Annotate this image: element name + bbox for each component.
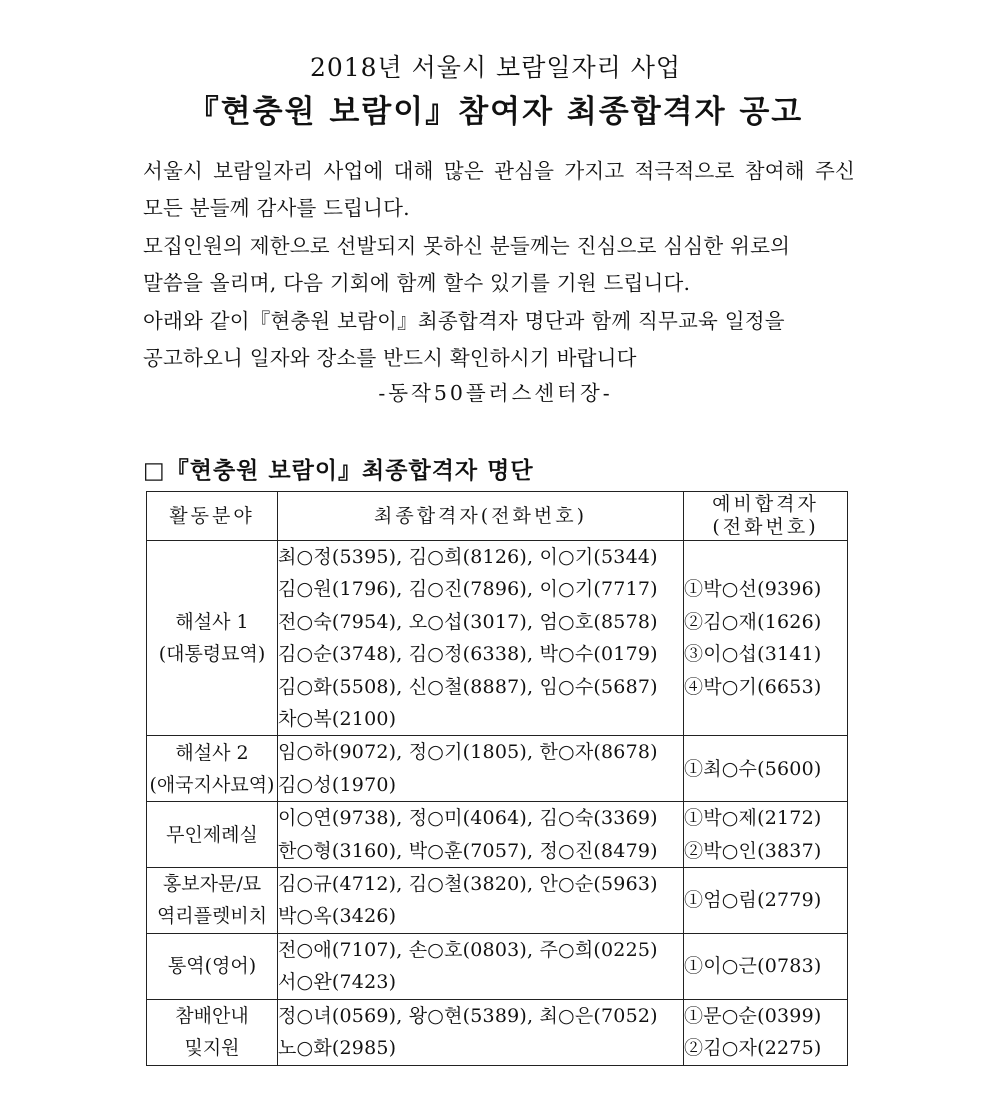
reserve-line: ①박○선(9396) [684,578,822,601]
finalist-line: 이○연(9738), 정○미(4064), 김○숙(3369) [278,807,658,830]
finalists-cell [278,736,684,802]
finalists-cell [278,868,684,934]
field-line: 참배안내 [175,1005,249,1028]
finalist-line: 김○순(3748), 김○정(6338), 박○수(0179) [278,643,658,666]
table-row [147,736,848,802]
finalist-line: 한○형(3160), 박○훈(7057), 정○진(8479) [278,839,658,862]
reserve-line: ①박○제(2172) [684,807,822,830]
table-header-row [147,492,848,541]
table-row [147,933,848,999]
roster-table [146,491,848,1066]
reserves-cell [684,933,848,999]
finalists-cell [278,933,684,999]
finalist-line: 전○숙(7954), 오○섭(3017), 엄○호(8578) [278,610,658,633]
reserves-cell [684,999,848,1065]
header-reserves-line2: (전화번호) [712,516,819,538]
field-line: 해설사 2 [175,741,249,764]
field-line: 홍보자문/묘 [162,873,262,896]
header-field: 활동분야 [147,492,278,541]
table-row [147,999,848,1065]
reserve-line: ②박○인(3837) [684,839,822,862]
intro-paragraph-2: 모집인원의 제한으로 선발되지 못하신 분들께는 진심으로 심심한 위로의 말씀을 올리며, 다음 기회에 함께 할수 있기를 기원 드립니다. [143,234,791,295]
field-line: 해설사 1 [175,611,249,634]
intro-paragraph-3: 아래와 같이『현충원 보람이』최종합격자 명단과 함께 직무교육 일정을 공고하오니 일자와 장소를 반드시 확인하시기 바랍니다 [143,309,785,370]
finalist-line: 박○옥(3426) [278,905,397,928]
finalists-cell [278,802,684,868]
reserve-line: ④박○기(6653) [684,675,822,698]
finalist-line: 김○원(1796), 김○진(7896), 이○기(7717) [278,578,658,601]
field-cell [147,999,278,1065]
field-cell [147,933,278,999]
reserve-line: ②김○자(2275) [684,1037,822,1060]
reserve-line: ①최○수(5600) [684,757,822,780]
field-line: 통역(영어) [167,955,257,978]
table-row [147,868,848,934]
field-cell [147,802,278,868]
reserve-line: ②김○재(1626) [684,610,822,633]
signature: -동작50플러스센터장- [378,381,613,405]
reserves-cell [684,802,848,868]
header-finalists: 최종합격자(전화번호) [278,492,684,541]
reserves-cell [684,736,848,802]
reserve-line: ①문○순(0399) [684,1004,822,1027]
finalist-line: 김○성(1970) [278,773,397,796]
finalist-line: 차○복(2100) [278,708,397,731]
finalists-cell [278,541,684,736]
finalist-line: 서○완(7423) [278,971,397,994]
page-title-line1: 2018년 서울시 보람일자리 사업 [309,53,682,82]
table-row [147,802,848,868]
reserve-line: ③이○섭(3141) [684,643,822,666]
finalist-line: 최○정(5395), 김○희(8126), 이○기(5344) [278,546,658,568]
reserves-cell [684,868,848,934]
field-line: 무인제례실 [166,823,258,846]
finalist-line: 정○녀(0569), 왕○현(5389), 최○은(7052) [278,1004,658,1027]
header-reserves-line1: 예비합격자 [712,493,819,515]
field-line: (애국지사묘역) [149,773,275,796]
reserve-line: ①엄○림(2779) [684,889,822,912]
field-line: (대통령묘역) [158,643,266,666]
header-reserves [684,492,848,541]
section-heading: □『현충원 보람이』최종합격자 명단 [143,458,534,484]
reserves-cell [684,541,848,736]
intro-paragraph-1: 서울시 보람일자리 사업에 대해 많은 관심을 가지고 적극적으로 참여해 주신 모든 분들께 감사를 드립니다. [143,159,855,220]
field-line: 역리플렛비치 [156,905,268,928]
field-line: 및지원 [184,1037,240,1060]
field-cell [147,736,278,802]
finalist-line: 임○하(9072), 정○기(1805), 한○자(8678) [278,741,658,764]
page-title-line2: 『현충원 보람이』참여자 최종합격자 공고 [187,94,804,130]
field-cell [147,541,278,736]
table-row [147,541,848,736]
finalist-line: 전○애(7107), 손○호(0803), 주○희(0225) [278,938,658,961]
finalist-line: 김○화(5508), 신○철(8887), 임○수(5687) [278,675,658,698]
finalist-line: 노○화(2985) [278,1037,397,1060]
finalists-cell [278,999,684,1065]
reserve-line: ①이○근(0783) [684,955,822,978]
field-cell [147,868,278,934]
finalist-line: 김○규(4712), 김○철(3820), 안○순(5963) [278,873,658,896]
